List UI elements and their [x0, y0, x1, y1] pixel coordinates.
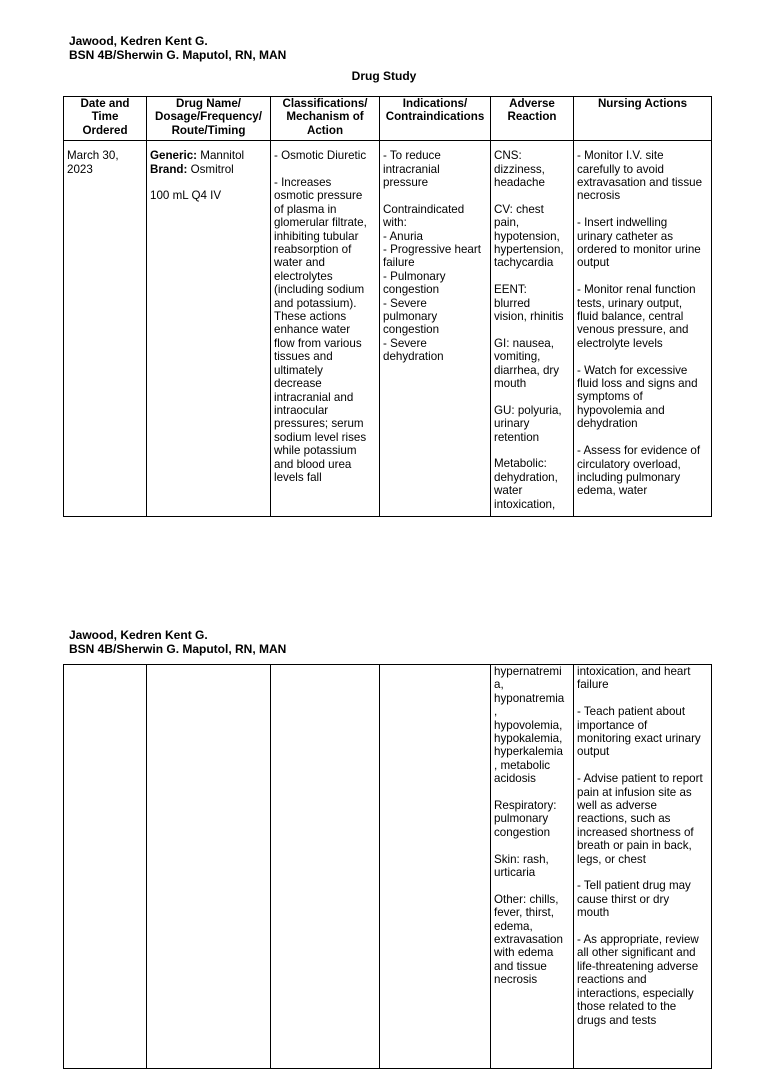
adverse-reaction-cell: [491, 141, 574, 517]
table-row: [64, 141, 712, 517]
table-header-row: [64, 97, 712, 141]
cell-paragraph: EENT: blurred vision, rhinitis: [494, 283, 564, 324]
classification-cell: [271, 665, 380, 1069]
cell-paragraph: - To reduce intracranial pressure: [383, 149, 441, 190]
cell-paragraph: Respiratory: pulmonary congestion: [494, 799, 557, 839]
brand-name: Brand: Osmitrol: [150, 162, 234, 176]
drug-name-cell: [147, 665, 271, 1069]
cell-paragraph: GU: polyuria, urinary retention: [494, 403, 562, 444]
table-row: [64, 665, 712, 1069]
generic-name: Generic: Mannitol: [150, 149, 245, 163]
col-header-nursing-actions: Nursing Actions: [574, 97, 712, 141]
cell-paragraph: - Increases osmotic pressure of plasma in glomerular filtrate, inhibiting tubular reabsorption of water and electrolytes (including sodium and potassium). These actions enhance water flow from various tissues and ultimately decrease intracranial and intraocular pressures; serum sodium level rises while potassium and blood urea levels fall: [274, 176, 367, 484]
cell-paragraph: - Assess for evidence of circulatory overload, including pulmonary edema, water: [577, 444, 701, 498]
drug-name-cell: [147, 141, 271, 517]
indications-cell: [380, 141, 491, 517]
student-name: Jawood, Kedren Kent G.: [69, 628, 208, 642]
cell-paragraph: Other: chills, fever, thirst, edema, extravasation with edema and tissue necrosis: [494, 892, 563, 987]
cell-paragraph: - Tell patient drug may cause thirst or dry mouth: [577, 879, 691, 920]
cell-paragraph: GI: nausea, vomiting, diarrhea, dry mouth: [494, 336, 560, 391]
course-instructor: BSN 4B/Sherwin G. Maputol, RN, MAN: [69, 48, 287, 62]
cell-paragraph: - As appropriate, review all other significant and life-threatening adverse reactions and interactions, especially those related to the drugs and tests: [577, 933, 699, 1027]
cell-paragraph: Metabolic: dehydration, water intoxication,: [494, 457, 558, 511]
document-page-2: [0, 560, 768, 1027]
cell-paragraph: - Osmotic Diuretic: [274, 149, 367, 163]
page-title: Drug Study: [351, 69, 417, 83]
cell-paragraph: - Watch for excessive fluid loss and signs and symptoms of hypovolemia and dehydration: [577, 363, 698, 431]
drug-study-table: [63, 96, 712, 517]
col-header-drug-name: Drug Name/ Dosage/Frequency/ Route/Timing: [147, 97, 271, 141]
col-header-classification: Classifications/ Mechanism of Action: [271, 97, 380, 141]
adverse-reaction-cell: [491, 665, 574, 1069]
cell-paragraph: - Insert indwelling urinary catheter as ordered to monitor urine output: [577, 216, 701, 270]
date-ordered-cell: [64, 665, 147, 1069]
date-ordered-cell: March 30, 2023: [64, 141, 147, 517]
classification-cell: [271, 141, 380, 517]
cell-paragraph: Contraindicated with: - Anuria - Progressive heart failure - Pulmonary congestion - Severe pulmonary congestion - Severe dehydration: [383, 202, 481, 364]
cell-paragraph: intoxication, and heart failure: [577, 665, 691, 692]
indications-cell: [380, 665, 491, 1069]
course-instructor: BSN 4B/Sherwin G. Maputol, RN, MAN: [69, 642, 287, 656]
student-name: Jawood, Kedren Kent G.: [69, 34, 208, 48]
cell-paragraph: - Teach patient about importance of monitoring exact urinary output: [577, 705, 701, 759]
cell-paragraph: Skin: rash, urticaria: [494, 852, 549, 880]
drug-study-table-continued: [63, 664, 712, 1069]
col-header-date: Date and Time Ordered: [64, 97, 147, 141]
cell-paragraph: - Advise patient to report pain at infusion site as well as adverse reactions, such as increased shortness of breath or pain in back, legs, or chest: [577, 772, 703, 866]
cell-paragraph: CV: chest pain, hypotension, hypertension, tachycardia: [494, 202, 564, 270]
col-header-adverse-reaction: Adverse Reaction: [491, 97, 574, 141]
cell-paragraph: - Monitor renal function tests, urinary output, fluid balance, central venous pressure, and electrolyte levels: [577, 283, 696, 350]
col-header-indications: Indications/ Contraindications: [380, 97, 491, 141]
cell-paragraph: - Monitor I.V. site carefully to avoid extravasation and tissue necrosis: [577, 149, 703, 203]
nursing-actions-cell: [574, 665, 712, 1069]
cell-paragraph: CNS: dizziness, headache: [494, 149, 545, 190]
cell-paragraph: hypernatremi a, hyponatremia , hypovolemia, hypokalemia, hyperkalemia , metabolic acidosis: [494, 665, 565, 786]
nursing-actions-cell: [574, 141, 712, 517]
dosage: 100 mL Q4 IV: [150, 189, 222, 203]
